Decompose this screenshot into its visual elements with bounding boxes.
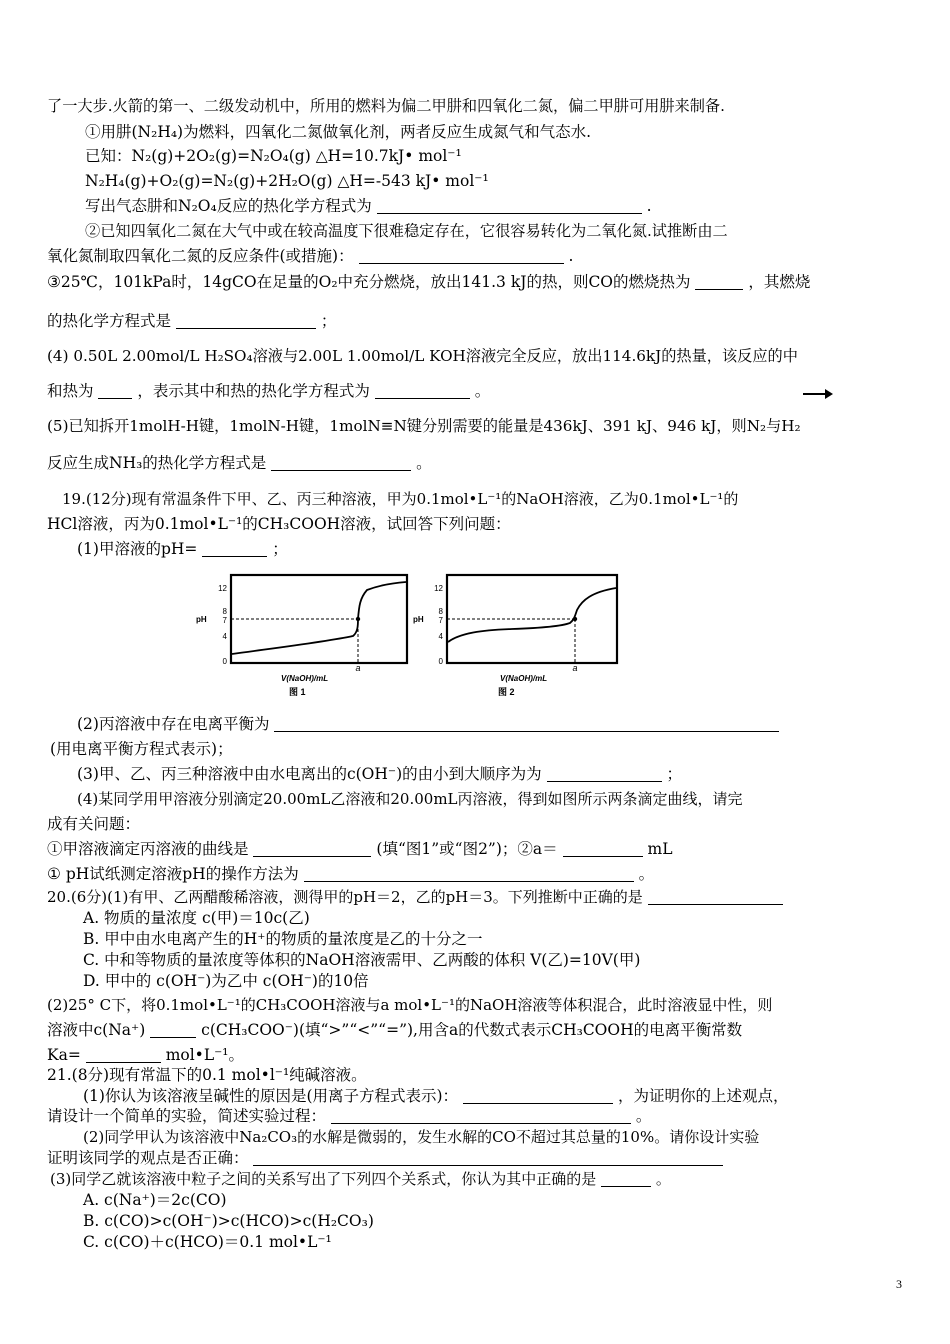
answer-blank[interactable] <box>375 384 470 399</box>
text-line <box>50 1169 671 1189</box>
text-line: N₂H₄(g)+O₂(g)=N₂(g)+2H₂O(g) △H=-543 kJ• mol⁻¹ <box>85 172 489 190</box>
punct: . <box>568 247 574 265</box>
figure-caption: 图 2 <box>498 687 515 697</box>
y-tick-label: 7 <box>438 616 443 625</box>
a-mark: a <box>355 663 361 673</box>
text-line <box>47 381 490 401</box>
question-text: (3)甲、乙、丙三种溶液中由水电离出的c(OH⁻)的由小到大顺序为为 <box>77 765 542 783</box>
text-line: 21.(8分)现有常温下的0.1 mol•l⁻¹纯碱溶液。 <box>47 1066 367 1084</box>
text-line: 了一大步.火箭的第一、二级发动机中，所用的燃料为偏二甲肼和四氧化二氮，偏二甲肼可用肼来制备. <box>47 97 725 115</box>
text-line <box>47 1045 244 1065</box>
text-line: A. c(Na⁺)＝2c(CO) <box>83 1191 227 1209</box>
punct: ； <box>666 765 683 783</box>
question-text: Ka= <box>47 1046 81 1064</box>
answer-blank[interactable] <box>274 717 779 732</box>
question-text: (2)丙溶液中存在电离平衡为 <box>77 715 270 733</box>
punct: 。 <box>655 1170 671 1188</box>
answer-blank[interactable] <box>648 890 783 905</box>
y-tick-label: 12 <box>434 584 443 593</box>
y-tick-label: 0 <box>438 657 443 666</box>
text-line <box>85 196 652 216</box>
answer-blank[interactable] <box>563 842 643 857</box>
answer-blank[interactable] <box>176 314 316 329</box>
y-tick-label: 12 <box>218 584 227 593</box>
arrow-icon <box>802 388 834 400</box>
text-line: (5)已知拆开1molH-H键，1molN-H键，1molN≡N键分别需要的能量是436kJ、391 kJ、946 kJ，则N₂与H₂ <box>47 417 801 435</box>
answer-blank[interactable] <box>377 199 642 214</box>
question-text: c(CH₃COO⁻)(填“>”“<”“=”),用含a的代数式表示CH₃COOH的电离平衡常数 <box>201 1021 743 1039</box>
x-axis-label: V(NaOH)/mL <box>281 674 329 683</box>
question-text: ，表示其中和热的热化学方程式为 <box>137 382 370 400</box>
punct: ； <box>320 312 337 330</box>
question-text: 20.(6分)(1)有甲、乙两醋酸稀溶液，测得甲的pH＝2，乙的pH＝3。下列推断中正确的是 <box>47 888 643 906</box>
answer-blank[interactable] <box>359 249 564 264</box>
y-axis-label: pH <box>413 615 424 624</box>
text-line <box>77 764 682 784</box>
figure-1 <box>195 570 410 700</box>
answer-blank[interactable] <box>304 867 634 882</box>
answer-blank[interactable] <box>253 1151 723 1166</box>
text-line: B. c(CO)>c(OH⁻)>c(HCO)>c(H₂CO₃) <box>83 1212 374 1230</box>
question-text: ① pH试纸测定溶液pH的操作方法为 <box>47 865 299 883</box>
question-text: mol•L⁻¹。 <box>165 1046 245 1064</box>
question-text: 反应生成NH₃的热化学方程式是 <box>47 454 267 472</box>
text-line <box>47 311 336 331</box>
a-mark: a <box>572 663 578 673</box>
text-line: (2)25° C下，将0.1mol•L⁻¹的CH₃COOH溶液与a mol•L⁻¹的NaOH溶液等体积混合，此时溶液显中性，则 <box>47 996 773 1014</box>
text-line: 19.(12分)现有常温条件下甲、乙、丙三种溶液，甲为0.1mol•L⁻¹的NaOH溶液，乙为0.1mol•L⁻¹的 <box>62 490 739 508</box>
text-line: ②已知四氧化二氮在大气中或在较高温度下很难稳定存在，它很容易转化为二氧化氮.试推断由二 <box>85 222 728 240</box>
text-line <box>47 1148 723 1168</box>
punct: 。 <box>638 865 655 883</box>
text-line: ①用肼(N₂H₄)为燃料，四氧化二氮做氧化剂，两者反应生成氮气和气态水. <box>85 123 592 141</box>
text-line <box>47 887 783 907</box>
text-line <box>77 714 779 734</box>
equivalence-point <box>356 617 360 621</box>
question-text: mL <box>647 840 673 858</box>
text-line <box>47 864 654 884</box>
question-text: ③25℃，101kPa时，14gCO在足量的O₂中充分燃烧，放出141.3 kJ的热，则CO的燃烧热为 <box>47 273 691 291</box>
text-line: (4) 0.50L 2.00mol/L H₂SO₄溶液与2.00L 1.00mol/L KOH溶液完全反应，放出114.6kJ的热量，该反应的中 <box>47 347 798 365</box>
answer-blank[interactable] <box>202 542 267 557</box>
question-text: (填“图1”或“图2”)；②a＝ <box>376 840 558 858</box>
text-line: (用电离平衡方程式表示)； <box>50 740 233 758</box>
question-text: 的热化学方程式是 <box>47 312 172 330</box>
answer-blank[interactable] <box>463 1089 613 1104</box>
text-line: (4)某同学用甲溶液分别滴定20.00mL乙溶液和20.00mL丙溶液，得到如图所示两条滴定曲线，请完 <box>77 790 743 808</box>
text-line: 已知：N₂(g)+2O₂(g)=N₂O₄(g) △H=10.7kJ• mol⁻¹ <box>85 147 462 165</box>
figure-caption: 图 1 <box>289 687 306 697</box>
text-line: B. 甲中由水电离产生的H⁺的物质的量浓度是乙的十分之一 <box>83 930 483 948</box>
answer-blank[interactable] <box>253 842 371 857</box>
question-text: 氧化氮制取四氧化二氮的反应条件(或措施)： <box>47 247 354 265</box>
titration-curve <box>448 588 616 642</box>
punct: 。 <box>635 1107 652 1125</box>
text-line <box>47 272 810 292</box>
answer-blank[interactable] <box>98 384 132 399</box>
answer-blank[interactable] <box>601 1172 651 1187</box>
answer-blank[interactable] <box>695 275 743 290</box>
equivalence-point <box>573 617 577 621</box>
y-tick-label: 4 <box>438 632 443 641</box>
y-tick-label: 7 <box>222 616 227 625</box>
text-line <box>47 1106 651 1126</box>
text-line: D. 甲中的 c(OH⁻)为乙中 c(OH⁻)的10倍 <box>83 972 369 990</box>
y-axis-label: pH <box>196 615 207 624</box>
question-text: 证明该同学的观点是否正确： <box>47 1149 249 1167</box>
text-line <box>83 1086 788 1106</box>
answer-blank[interactable] <box>331 1109 631 1124</box>
punct: 。 <box>416 454 432 472</box>
text-line <box>47 246 573 266</box>
titration-curve <box>232 582 406 654</box>
text-line <box>47 453 432 473</box>
y-tick-label: 0 <box>222 657 227 666</box>
question-text: (3)同学乙就该溶液中粒子之间的关系写出了下列四个关系式，你认为其中正确的是 <box>50 1170 597 1188</box>
question-text: (1)你认为该溶液呈碱性的原因是(用离子方程式表示)： <box>83 1087 459 1105</box>
page-number: 3 <box>896 1277 902 1291</box>
question-text: ，为证明你的上述观点， <box>617 1087 789 1105</box>
text-line: C. c(CO)＋c(HCO)＝0.1 mol•L⁻¹ <box>83 1233 332 1251</box>
question-text: ①甲溶液滴定丙溶液的曲线是 <box>47 840 249 858</box>
text-line: C. 中和等物质的量浓度等体积的NaOH溶液需甲、乙两酸的体积 V(乙)=10V(甲) <box>83 951 641 969</box>
answer-blank[interactable] <box>86 1048 161 1063</box>
text-line: 成有关问题： <box>47 815 141 833</box>
text-line <box>47 839 673 859</box>
y-tick-label: 8 <box>438 607 443 616</box>
punct: 。 <box>474 382 491 400</box>
question-text: 写出气态肼和N₂O₄反应的热化学方程式为 <box>85 197 372 215</box>
answer-blank[interactable] <box>547 767 662 782</box>
question-text: 和热为 <box>47 382 94 400</box>
text-line <box>47 1020 742 1040</box>
text-line: HCl溶液，丙为0.1mol•L⁻¹的CH₃COOH溶液，试回答下列问题： <box>47 515 511 533</box>
punct: . <box>646 197 652 215</box>
text-line: (2)同学甲认为该溶液中Na₂CO₃的水解是微弱的，发生水解的CO不超过其总量的10%。请你设计实验 <box>83 1128 760 1146</box>
question-text: (1)甲溶液的pH= <box>77 540 198 558</box>
question-text: 溶液中c(Na⁺) <box>47 1021 146 1039</box>
answer-blank[interactable] <box>150 1023 196 1038</box>
question-text: 请设计一个简单的实验，简述实验过程： <box>47 1107 327 1125</box>
text-line: A. 物质的量浓度 c(甲)＝10c(乙) <box>83 909 310 927</box>
punct: ； <box>272 540 288 558</box>
y-tick-label: 8 <box>222 607 227 616</box>
answer-blank[interactable] <box>271 456 411 471</box>
figure-2 <box>412 570 627 700</box>
y-tick-label: 4 <box>222 632 227 641</box>
x-axis-label: V(NaOH)/mL <box>500 674 548 683</box>
question-text: ，其燃烧 <box>748 273 811 291</box>
text-line <box>77 539 288 559</box>
